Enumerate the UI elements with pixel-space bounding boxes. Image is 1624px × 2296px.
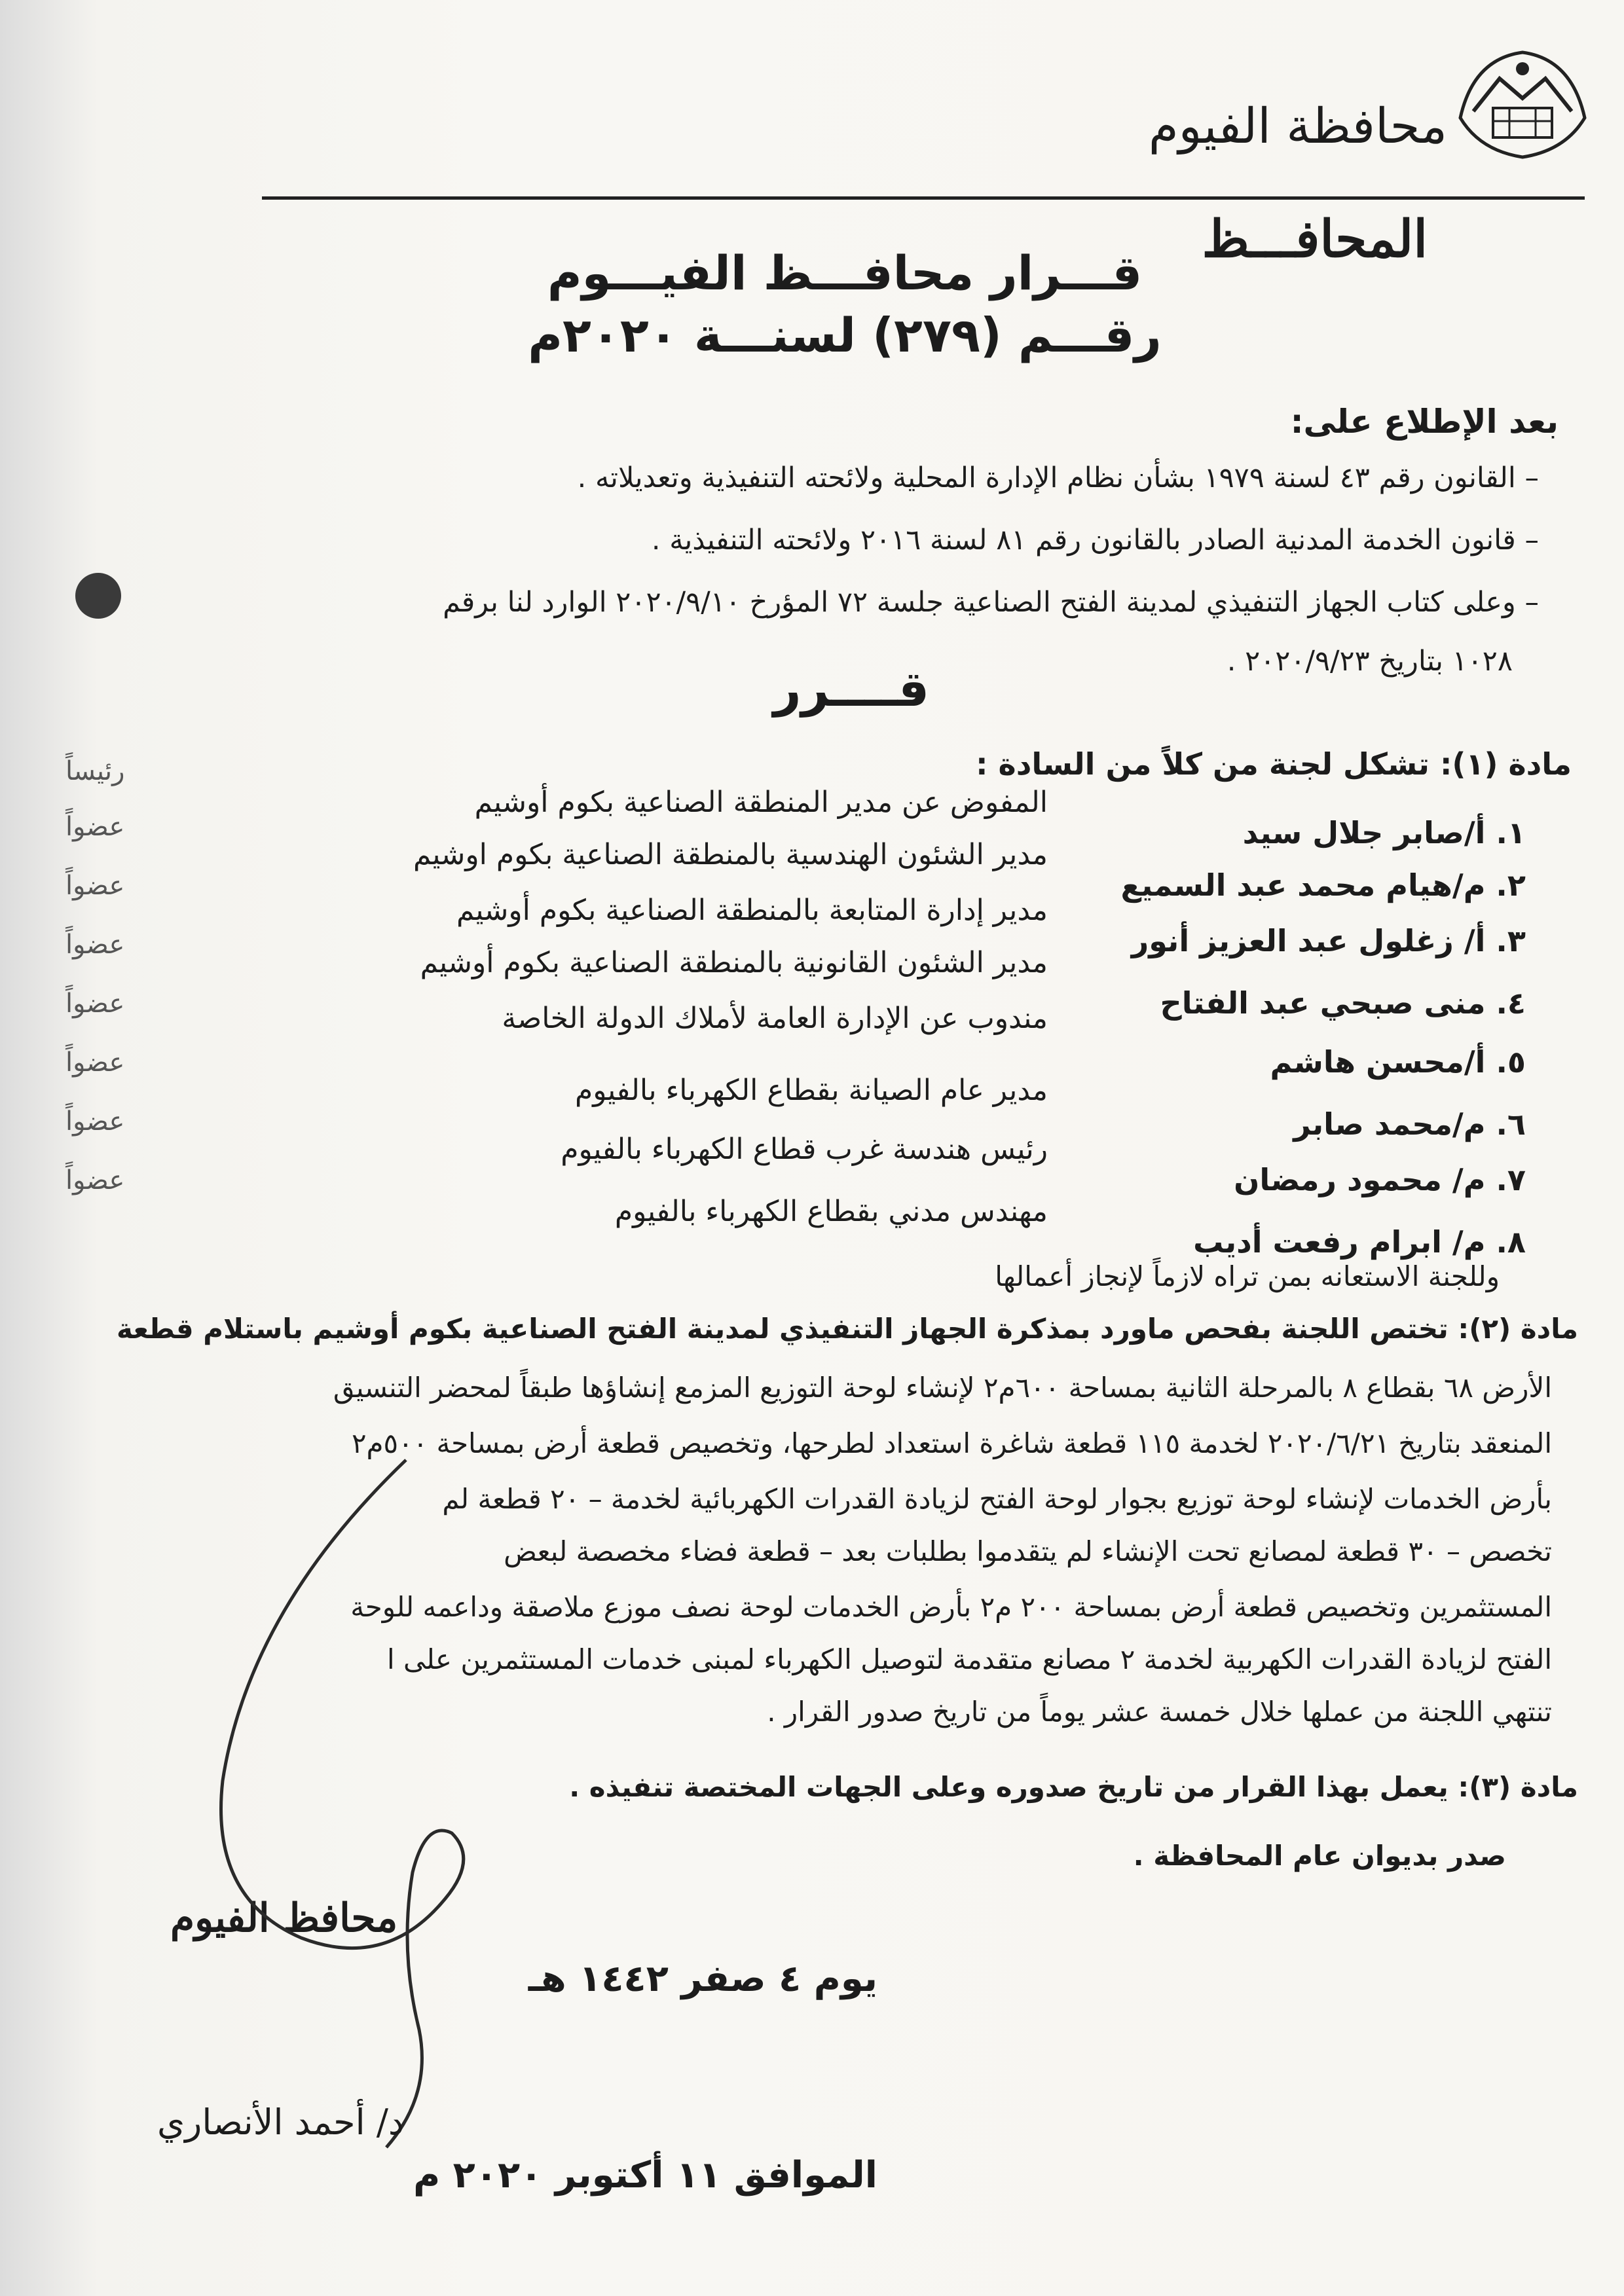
member-name: ٢. م/هيام محمد عبد السميع bbox=[1120, 867, 1526, 903]
governorate-name: محافظة الفيوم bbox=[1148, 98, 1447, 155]
governorate-emblem-icon bbox=[1447, 39, 1598, 170]
office-label: المحافـــظ bbox=[1202, 210, 1428, 269]
member-title: مندوب عن الإدارة العامة لأملاك الدولة الخاصة bbox=[502, 1002, 1048, 1035]
member-title: مدير عام الصيانة بقطاع الكهرباء بالفيوم bbox=[575, 1074, 1048, 1107]
member-name: ٧. م/ محمود رمضان bbox=[1234, 1162, 1526, 1197]
member-name: ٨. م/ ابرام رفعت أديب bbox=[1193, 1224, 1526, 1260]
article-1-note: وللجنة الاستعانه بمن تراه لازماً لإنجاز أعمالها bbox=[995, 1260, 1500, 1292]
member-name: ٤. منى صبحي عبد الفتاح bbox=[1160, 985, 1526, 1021]
preamble-item: – القانون رقم ٤٣ لسنة ١٩٧٩ بشأن نظام الإدارة المحلية ولائحته التنفيذية وتعديلاته . bbox=[577, 462, 1539, 494]
article-2-line: المنعقد بتاريخ ٢٠٢٠/٦/٢١ لخدمة ١١٥ قطعة شاغرة استعداد لطرحها، وتخصيص قطعة أرض بمساحة ٥٠٠م٢ bbox=[351, 1427, 1552, 1459]
preamble-item: – وعلى كتاب الجهاز التنفيذي لمدينة الفتح الصناعية جلسة ٧٢ المؤرخ ٢٠٢٠/٩/١٠ الوارد لنا برقم bbox=[443, 586, 1539, 619]
preamble-heading: بعد الإطلاع على: bbox=[1290, 403, 1559, 441]
member-role: عضواً bbox=[65, 1106, 125, 1137]
signatory-name: د/ أحمد الأنصاري bbox=[157, 2102, 404, 2143]
member-role: رئيساً bbox=[65, 756, 125, 786]
decree-number: رقـــم (٢٧٩) لسنـــة ٢٠٢٠م bbox=[528, 308, 1162, 363]
article-2-line: تخصص – ٣٠ قطعة لمصانع تحت الإنشاء لم يتقدموا بطلبات بعد – قطعة فضاء مخصصة لبعض bbox=[504, 1535, 1552, 1567]
member-title: المفوض عن مدير المنطقة الصناعية بكوم أوشيم bbox=[474, 786, 1048, 819]
header-divider bbox=[262, 196, 1585, 200]
article-3-line: مادة (٣): يعمل بهذا القرار من تاريخ صدوره وعلى الجهات المختصة تنفيذه . bbox=[569, 1771, 1578, 1803]
member-role: عضواً bbox=[65, 871, 125, 901]
member-name: ٦. م/محمد صابر bbox=[1293, 1106, 1526, 1142]
preamble-item: – قانون الخدمة المدنية الصادر بالقانون رقم ٨١ لسنة ٢٠١٦ ولائحته التنفيذية . bbox=[651, 524, 1539, 556]
article-2-line: المستثمرين وتخصيص قطعة أرض بمساحة ٢٠٠ م٢ بأرض الخدمات لوحة نصف موزع ملاصقة وداعمه للوحة bbox=[350, 1591, 1552, 1623]
member-role: عضواً bbox=[65, 989, 125, 1019]
member-role: عضواً bbox=[65, 930, 125, 960]
member-role: عضواً bbox=[65, 812, 125, 842]
article-2-line: مادة (٢): تختص اللجنة بفحص ماورد بمذكرة الجهاز التنفيذي لمدينة الفتح الصناعية بكوم أوشيم باستلام قطعة bbox=[117, 1313, 1578, 1345]
member-name: ٥. أ/محسن هاشم bbox=[1270, 1044, 1526, 1080]
member-name: ١. أ/صابر جلال سيد bbox=[1242, 815, 1526, 850]
member-role: عضواً bbox=[65, 1048, 125, 1078]
hijri-date: يوم ٤ صفر ١٤٤٢ هـ bbox=[528, 1958, 877, 2000]
member-role: عضواً bbox=[65, 1165, 125, 1195]
member-name: ٣. أ/ زغلول عبد العزيز أنور bbox=[1131, 923, 1526, 958]
issued-statement: صدر بديوان عام المحافظة . bbox=[1133, 1840, 1506, 1872]
article-2-line: الأرض ٦٨ بقطاع ٨ بالمرحلة الثانية بمساحة ٦٠٠م٢ لإنشاء لوحة التوزيع المزمع إنشاؤها طبقاً لمحضر التنسيق bbox=[333, 1372, 1552, 1404]
article-1-heading: مادة (١): تشكل لجنة من كلاً من السادة : bbox=[976, 746, 1572, 782]
handwritten-signature bbox=[170, 1440, 563, 2193]
article-2-line: بأرض الخدمات لإنشاء لوحة توزيع بجوار لوحة الفتح لزيادة القدرات الكهربائية لخدمة – ٢٠ قطعة لم bbox=[442, 1483, 1552, 1515]
member-title: مدير الشئون القانونية بالمنطقة الصناعية بكوم أوشيم bbox=[420, 946, 1048, 979]
preamble-item: ١٠٢٨ بتاريخ ٢٠٢٠/٩/٢٣ . bbox=[1227, 645, 1513, 678]
member-title: رئيس هندسة غرب قطاع الكهرباء بالفيوم bbox=[561, 1133, 1048, 1166]
gregorian-date: الموافق ١١ أكتوبر ٢٠٢٠ م bbox=[413, 2154, 877, 2196]
article-2-line: الفتح لزيادة القدرات الكهربية لخدمة ٢ مصانع متقدمة لتوصيل الكهرباء لمبنى خدمات المستثمرين على ا bbox=[386, 1643, 1552, 1675]
punch-hole bbox=[75, 573, 121, 619]
member-title: مدير الشئون الهندسية بالمنطقة الصناعية بكوم اوشيم bbox=[413, 838, 1048, 871]
member-title: مهندس مدني بقطاع الكهرباء بالفيوم bbox=[614, 1195, 1048, 1228]
article-2-line: تنتهي اللجنة من عملها خلال خمسة عشر يوماً من تاريخ صدور القرار . bbox=[767, 1696, 1552, 1728]
decree-title: قـــرار محافـــظ الفيـــوم bbox=[547, 246, 1143, 301]
member-title: مدير إدارة المتابعة بالمنطقة الصناعية بكوم أوشيم bbox=[456, 894, 1048, 927]
decision-heading: قــــرر bbox=[773, 661, 930, 718]
signatory-title: محافظ الفيوم bbox=[170, 1895, 398, 1941]
